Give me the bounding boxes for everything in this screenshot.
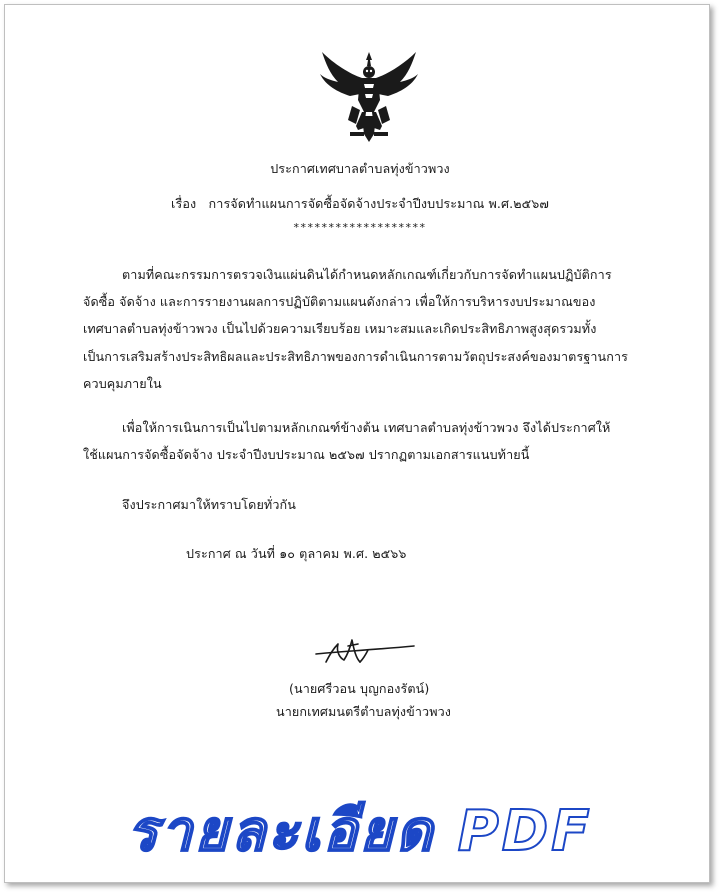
date-line: ประกาศ ณ วันที่ ๑๐ ตุลาคม พ.ศ. ๒๕๖๖: [186, 546, 407, 561]
paragraph-1-line-4: เป็นการเสริมสร้างประสิทธิผลและประสิทธิภาพของการดำเนินการตามวัตถุประสงค์ของมาตรฐานการ: [83, 349, 629, 364]
paragraph-1-line-1: ตามที่คณะกรรมการตรวจเงินแผ่นดินได้กำหนดหลักเกณฑ์เกี่ยวกับการจัดทำแผนปฏิบัติการ: [122, 267, 612, 282]
signer-title: นายกเทศมนตรีตำบลทุ่งข้าวพวง: [276, 704, 452, 719]
paragraph-1-line-2: จัดซื้อ จัดจ้าง และการรายงานผลการปฏิบัติตามแผนดังกล่าว เพื่อให้การบริหารงบประมาณของ: [83, 294, 596, 309]
paragraph-2-line-2: ใช้แผนการจัดซื้อจัดจ้าง ประจำปีงบประมาณ ๒๕๖๗ ปรากฏตามเอกสารแนบท้ายนี้: [83, 447, 530, 462]
signer-name: (นายศรีวอน บุญกองรัตน์): [289, 681, 430, 696]
paragraph-2-line-1: เพื่อให้การเนินการเป็นไปตามหลักเกณฑ์ข้างต้น เทศบาลตำบลทุ่งข้าวพวง จึงได้ประกาศให้: [122, 420, 611, 435]
paragraph-1-line-3: เทศบาลตำบลทุ่งข้าวพวง เป็นไปด้วยความเรียบร้อย เหมาะสมและเกิดประสิทธิภาพสูงสุดรวมทั้ง: [83, 321, 597, 336]
signature-icon: [312, 632, 416, 672]
closing-line: จึงประกาศมาให้ทราบโดยทั่วกัน: [122, 497, 296, 512]
subject-line: [0, 196, 720, 212]
divider: *******************: [293, 221, 427, 234]
paragraph-1-line-5: ควบคุมภายใน: [83, 376, 162, 391]
announcement-title: ประกาศเทศบาลตำบลทุ่งข้าวพวง: [270, 161, 450, 176]
subject-label: เรื่อง: [171, 196, 197, 211]
subject-text: การจัดทำแผนการจัดซื้อจัดจ้างประจำปีงบประมาณ พ.ศ.๒๕๖๗: [208, 196, 549, 211]
garuda-emblem-icon: [316, 50, 422, 144]
pdf-details-link[interactable]: รายละเอียด PDF: [127, 799, 593, 864]
